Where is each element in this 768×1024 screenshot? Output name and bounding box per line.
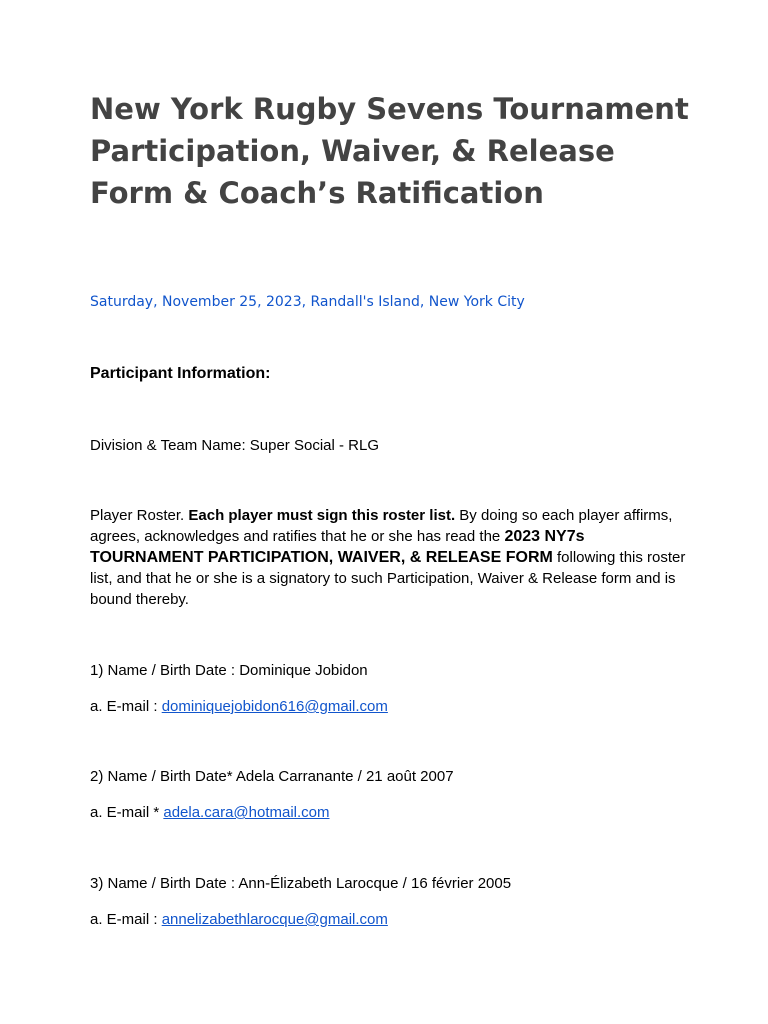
player-email-line — [90, 696, 388, 717]
player-email-line — [90, 802, 330, 823]
roster-intro: Player Roster. — [90, 507, 189, 524]
email-link[interactable]: dominiquejobidon616@gmail.com — [161, 698, 388, 715]
email-label: a. E-mail : — [90, 698, 162, 715]
email-label: a. E-mail * — [90, 804, 164, 821]
player-name-line: 1) Name / Birth Date : Dominique Jobidon — [90, 662, 368, 679]
email-label: a. E-mail : — [90, 911, 162, 928]
roster-paragraph — [90, 505, 690, 610]
player-name-line: 2) Name / Birth Date* Adela Carranante / 21 août 2007 — [90, 768, 454, 785]
roster-affirmation: By doing so each player affirms, agrees, acknowledges and ratifies that he or she has read the — [90, 507, 673, 545]
email-link[interactable]: adela.cara@hotmail.com — [163, 804, 330, 821]
roster-sign-instruction: Each player must sign this roster list. — [188, 507, 456, 524]
player-name-line: 3) Name / Birth Date : Ann-Élizabeth Larocque / 16 février 2005 — [90, 875, 512, 892]
email-link[interactable]: annelizabethlarocque@gmail.com — [161, 911, 388, 928]
division-team-name: Division & Team Name: Super Social - RLG — [90, 437, 379, 454]
document-title: New York Rugby Sevens Tournament Participation, Waiver, & Release Form & Coach’s Ratification — [90, 92, 689, 210]
event-subtitle: Saturday, November 25, 2023, Randall's Island, New York City — [90, 294, 525, 310]
section-heading: Participant Information: — [90, 365, 271, 382]
roster-form-name: 2023 NY7s TOURNAMENT PARTICIPATION, WAIVER, & RELEASE FORM — [90, 528, 585, 566]
roster-binding: following this roster list, and that he or she is a signatory to such Participation, Waiver & Release form and is bound thereby. — [90, 549, 686, 608]
player-email-line — [90, 909, 388, 930]
